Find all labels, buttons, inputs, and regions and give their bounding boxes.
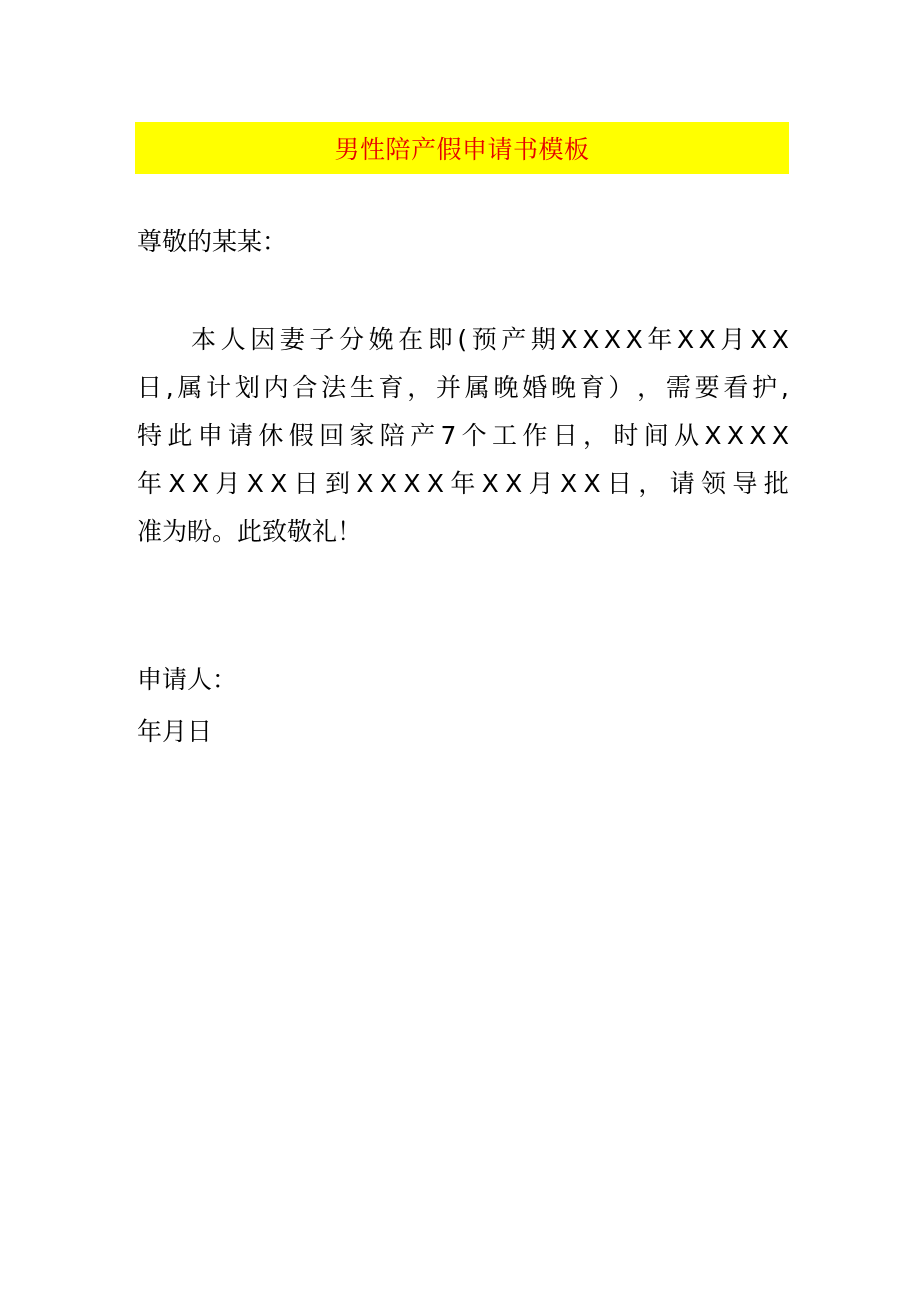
body-line: 特 此 申 请 休 假 回 家 陪 产 7 个 工 作 日 ， 时 间 从 X X X X: [137, 421, 789, 450]
body-line: 年 X X 月 X X 日 到 X X X X 年 X X 月 X X 日 ， 请 领 导 批: [137, 469, 789, 498]
document-title: 男性陪产假申请书模板: [334, 135, 590, 164]
body-line: 准为盼。此致敬礼！: [137, 517, 363, 546]
applicant-label: 申请人：: [137, 665, 238, 694]
body-paragraph: [137, 316, 789, 556]
body-line: 日 , 属 计 划 内 合 法 生 育 ， 并 属 晚 婚 晚 育 ） ， 需 要 看 护 ,: [137, 373, 789, 402]
date-label: 年月日: [137, 717, 213, 746]
salutation: 尊敬的某某：: [137, 227, 288, 256]
body-line: 本 人 因 妻 子 分 娩 在 即 ( 预 产 期 X X X X 年 X X 月 X X: [191, 325, 789, 354]
title-banner: [135, 122, 789, 174]
